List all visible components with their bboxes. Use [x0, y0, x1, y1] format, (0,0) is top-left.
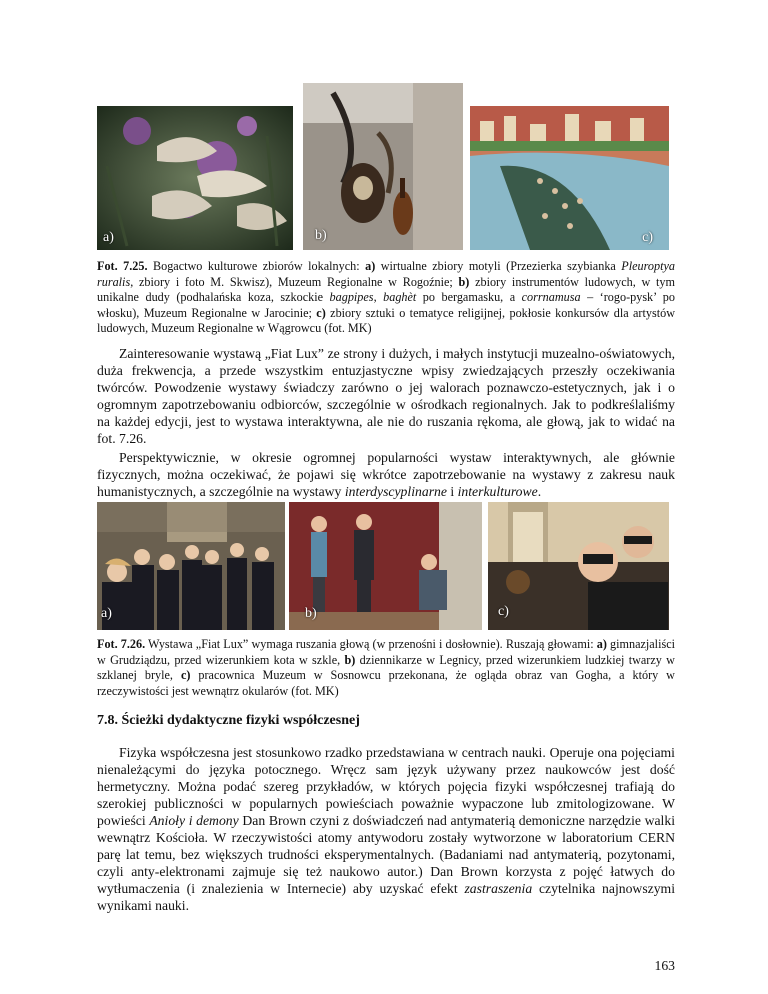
journalists-image	[289, 502, 482, 630]
photo-butterflies	[97, 106, 293, 250]
page-number: 163	[654, 958, 675, 973]
paragraph-fiat-lux-interest: Zainteresowanie wystawą „Fiat Lux” ze strony i dużych, i małych instytucji muzealno-oświatowych, duża frekwencja, a przede wszystkim entuzjastyczne wpisy zwiedzających przeszły oczekiwania twórców. Powodzenie wystawy świadczy zarówno o jej walorach poznawczo-estetycznych, jak i o ogromnym zapotrzebowaniu odbiorców, szczególnie w ośrodkach regionalnych. Jak to podkreślaliśmy na każdej edycji, jest to wystawa interaktywna, ale nie do ruszania rękoma, ale głową, jak to widać na fot. 7.26.	[97, 346, 675, 446]
caption-fig-7-25: Fot. 7.25. Bogactwo kulturowe zbiorów lokalnych: a) wirtualne zbiory motyli (Przezierka szybianka Pleuroptya ruralis, zbiory i foto M. Skwisz), Muzeum Regionalne w Rogoźnie; b) zbiory instrumentów ludowych, w tym unikalne dudy (podhalańska koza, szkockie bagpipes, baghèt po bergamasku, a corrnamusa – ‘rogo-pysk’ po włosku), Muzeum Regionalne w Jarocinie; c) zbiory sztuki o tematyce religijnej, pokłosie konkursów dla artystów ludowych, Muzeum Regionalne w Wągrowcu (fot. MK)	[97, 259, 675, 336]
photo-label-a: a)	[103, 230, 114, 245]
paragraph-perspective: Perspektywicznie, w okresie ogromnej popularności wystaw interaktywnych, ale głównie fizycznych, można oczekiwać, że pojawi się wkrótce zapotrzebowanie na wystawy z zakresu nauk humanistycznych, a szczególnie na wystawy interdyscyplinarne i interkulturowe.	[97, 450, 675, 499]
photo-museum-sosnowiec	[488, 502, 669, 630]
photo-label-b: b)	[315, 228, 327, 243]
photo-label-a: a)	[101, 606, 112, 621]
museum-worker-image	[488, 502, 669, 630]
instruments-image	[303, 83, 463, 250]
butterflies-image	[97, 106, 293, 250]
caption-lead: Fot. 7.26.	[97, 637, 146, 651]
caption-fig-7-26: Fot. 7.26. Wystawa „Fiat Lux” wymaga ruszania głową (w przenośni i dosłownie). Ruszają głowami: a) gimnazjaliści w Grudziądzu, przed wizerunkiem kota w szkle, b) dziennikarze w Legnicy, przed wizerunkiem ludzkiej twarzy w szklanej bryle, c) pracownica Muzeum w Sosnowcu przekonana, że ogląda obraz van Gogha, a który w rzeczywistości jest wewnątrz okularów (fot. MK)	[97, 637, 675, 698]
caption-lead: Fot. 7.25.	[97, 259, 148, 273]
folk-art-image	[470, 106, 669, 250]
students-image	[97, 502, 285, 630]
photo-journalists-legnica	[289, 502, 482, 630]
photo-instruments	[303, 83, 463, 250]
photo-label-c: c)	[642, 230, 653, 245]
paragraph-modern-physics: Fizyka współczesna jest stosunkowo rzadko przedstawiana w centrach nauki. Operuje ona pojęciami nienależącymi do języka potocznego. Wręcz sam język używany przez naukowców jest dość hermetyczny. Można podać szereg przykładów, w których pojęcia fizyki współczesnej trafiają do szerokiej publiczności w popularnych powieściach poważnie wypaczone lub zmitologizowane. W powieści Anioły i demony Dan Brown czyni z doświadczeń nad antymaterią demoniczne narzędzie walki wewnątrz Kościoła. W rzeczywistości atomy antywodoru zostały wytworzone w laboratorium CERN parę lat temu, bez większych trudności eksperymentalnych. (Badaniami nad antymaterią, pozytonami, czyli anty-elektronami zajmuje się też naukowo autor.) Dan Brown korzysta z pojęć łatwych do wytłumaczenia (i znalezienia w Internecie) aby uzyskać efekt zastraszenia czytelnika najnowszymi wynikami nauki.	[97, 745, 676, 913]
section-heading: 7.8. Ścieżki dydaktyczne fizyki współczesnej	[97, 713, 360, 728]
photo-students-grudziadz	[97, 502, 285, 630]
photo-label-b: b)	[305, 606, 317, 621]
photo-label-c: c)	[498, 604, 509, 619]
photo-folk-art	[470, 106, 669, 250]
